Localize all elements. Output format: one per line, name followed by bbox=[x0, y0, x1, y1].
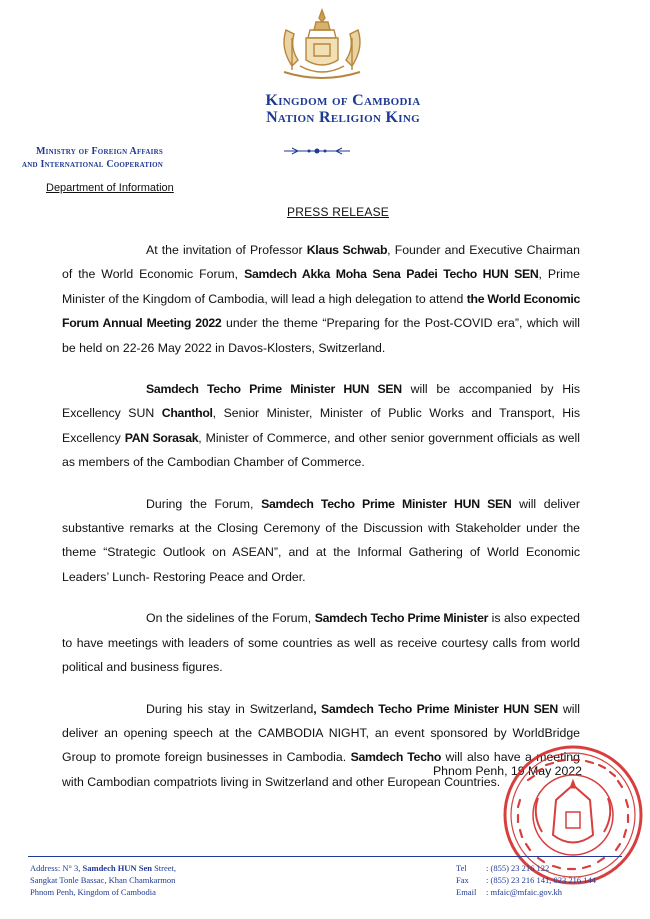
email-row bbox=[456, 886, 596, 898]
bold-text-run: PAN Sorasak bbox=[124, 430, 199, 445]
department-name: Department of Information bbox=[46, 182, 174, 194]
text-run: is also expected to have meetings with leaders of some countries as well as receive courtesy calls from world political and business figures. bbox=[62, 611, 580, 675]
body-paragraph bbox=[62, 377, 580, 475]
decorative-divider-ornament bbox=[282, 146, 352, 156]
text-run: At the invitation of Professor bbox=[146, 243, 307, 257]
text-run: under the theme “Preparing for the Post-COVID era”, which will be held on 22-26 May 2022 in Davos-Klosters, Switzerland. bbox=[62, 316, 580, 355]
body-paragraph bbox=[62, 238, 580, 360]
text-run: will deliver an opening speech at the CAMBODIA NIGHT, an event sponsored by WorldBridge Group to promote foreign businesses in Cambodia. bbox=[62, 701, 580, 765]
text-run: During his stay in Switzerland bbox=[146, 701, 314, 716]
bold-text-run: Samdech Techo bbox=[350, 750, 442, 765]
bold-text-run: Chanthol bbox=[161, 406, 213, 421]
press-release-body bbox=[62, 238, 580, 811]
address-street-name: Samdech HUN Sen bbox=[82, 863, 152, 873]
text-run: , Minister of Commerce, and other senior government officials as well as members of the Cambodian Chamber of Commerce. bbox=[62, 430, 580, 470]
tel-row bbox=[456, 862, 596, 874]
ministry-name-line1: Ministry of Foreign Affairs bbox=[36, 146, 163, 157]
fax-label: Fax bbox=[456, 875, 469, 885]
footer-address bbox=[30, 862, 176, 898]
footer-divider bbox=[28, 856, 622, 857]
fax-row bbox=[456, 874, 596, 886]
kingdom-heading bbox=[0, 92, 650, 126]
bold-text-run: Samdech Techo Prime Minister bbox=[314, 611, 489, 626]
footer-contact bbox=[456, 862, 596, 898]
ministry-name-line2: and International Cooperation bbox=[22, 159, 164, 170]
national-motto: Nation Religion King bbox=[266, 109, 420, 126]
address-suffix: Street, bbox=[151, 863, 177, 873]
address-prefix: Address: N° 3, bbox=[30, 863, 83, 873]
bold-text-run: Klaus Schwab bbox=[306, 243, 388, 257]
text-run: will also have a meeting with Cambodian compatriots living in Switzerland and other European Countries. bbox=[62, 750, 580, 789]
text-run: , Senior Minister, Minister of Public Works and Transport, His Excellency bbox=[62, 406, 581, 445]
tel-value: : (855) 23 216 122 bbox=[486, 863, 550, 873]
royal-coat-of-arms-emblem bbox=[272, 8, 372, 86]
text-run: will deliver substantive remarks at the Closing Ceremony of the Discussion with Stakeholder under the theme “Strategic Outlook on ASEAN”, and at the Informal Gathering of World Economic Leaders’ Lunch- Restoring Peace and Order. bbox=[62, 496, 580, 584]
text-run: , Prime Minister of the Kingdom of Cambodia, will lead a high delegation to attend bbox=[62, 267, 580, 306]
tel-label: Tel bbox=[456, 863, 467, 873]
address-line-1 bbox=[30, 862, 176, 874]
text-run: will be accompanied by His Excellency SUN bbox=[62, 382, 580, 421]
dateline: Phnom Penh, 19 May 2022 bbox=[432, 764, 582, 778]
ministry-heading bbox=[22, 145, 163, 171]
bold-text-run: the World Economic Forum Annual Meeting 2022 bbox=[62, 291, 580, 331]
bold-text-run: Samdech Techo Prime Minister HUN SEN bbox=[146, 382, 402, 397]
fax-value: : (855) 23 216 141, 023 216 144 bbox=[486, 875, 597, 885]
address-line-2: Sangkat Tonle Bassac, Khan Chamkarmon bbox=[30, 875, 176, 885]
email-label: Email bbox=[456, 887, 477, 897]
bold-text-run: Samdech Techo Prime Minister HUN SEN bbox=[261, 496, 512, 511]
bold-text-run: Samdech Akka Moha Sena Padei Techo HUN SEN bbox=[244, 267, 539, 282]
body-paragraph bbox=[62, 606, 580, 679]
document-title bbox=[0, 205, 650, 219]
bold-text-run: , Samdech Techo Prime Minister HUN SEN bbox=[313, 701, 558, 716]
address-line-3: Phnom Penh, Kingdom of Cambodia bbox=[30, 887, 156, 897]
body-paragraph bbox=[62, 492, 580, 590]
text-run: During the Forum, bbox=[146, 496, 262, 511]
text-run: On the sidelines of the Forum, bbox=[146, 611, 315, 626]
email-value: : mfaic@mfaic.gov.kh bbox=[486, 887, 562, 897]
text-run: , Founder and Executive Chairman of the World Economic Forum, bbox=[62, 243, 580, 282]
press-release-title: PRESS RELEASE bbox=[287, 205, 389, 219]
kingdom-name: Kingdom of Cambodia bbox=[265, 92, 421, 109]
